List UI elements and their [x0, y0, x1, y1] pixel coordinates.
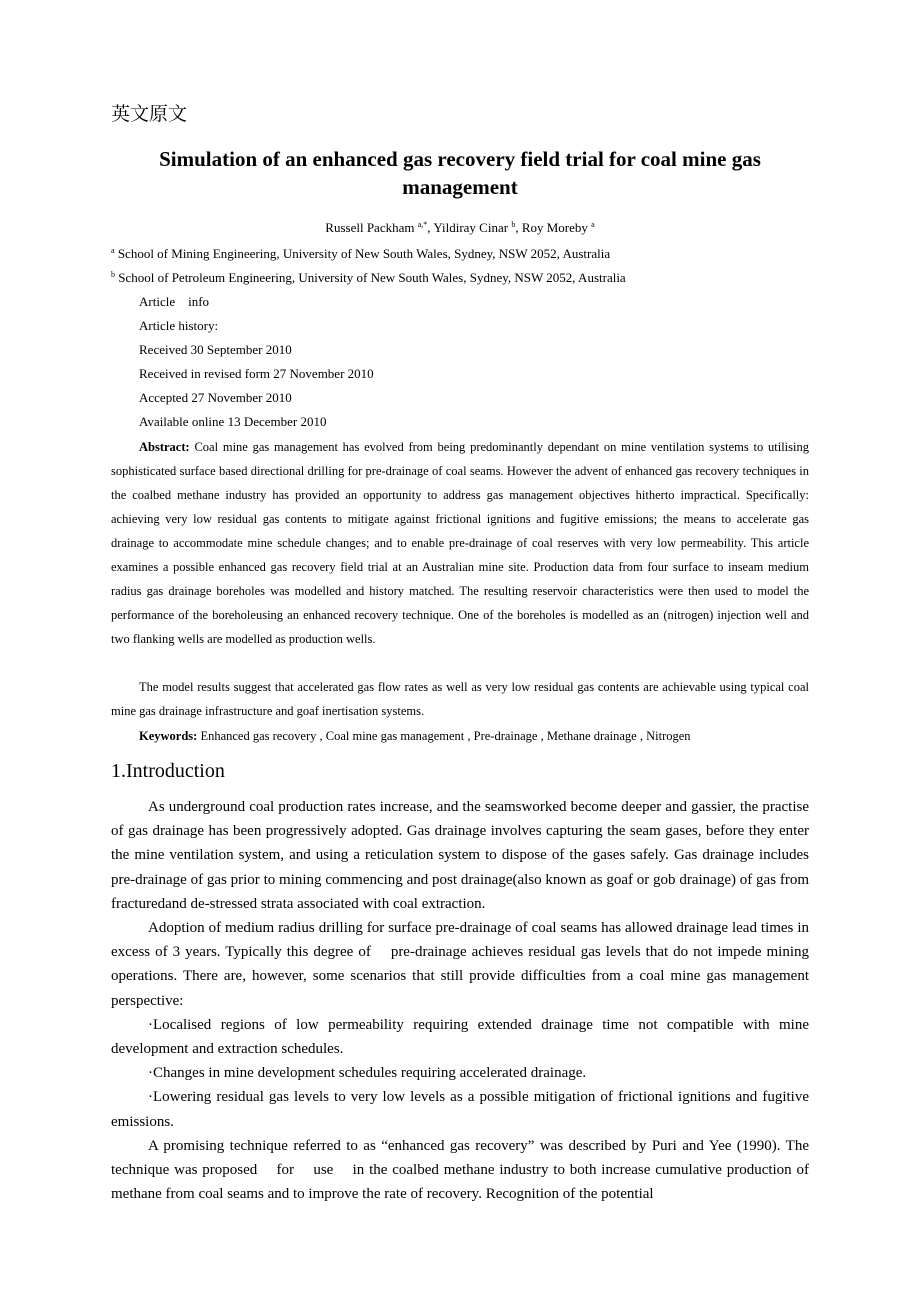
accepted-date: Accepted 27 November 2010 [139, 390, 292, 405]
received-date: Received 30 September 2010 [139, 342, 292, 357]
affiliation-mark: b [111, 270, 115, 279]
keywords-label: Keywords: [139, 729, 198, 743]
author-affiliation-mark: a [591, 220, 595, 229]
section-label: 英文原文 [111, 103, 188, 125]
online-date: Available online 13 December 2010 [139, 414, 327, 429]
abstract-label: Abstract: [139, 440, 190, 454]
introduction-body [111, 795, 809, 1206]
paper-title: Simulation of an enhanced gas recovery field trial for coal mine gas management [159, 147, 761, 199]
bullet-item: ·Lowering residual gas levels to very low levels as a possible mitigation of frictional ignitions and fugitive emissions. [111, 1089, 809, 1130]
author-affiliation-mark: a,* [417, 220, 428, 229]
affiliation-mark: a [111, 246, 115, 255]
author-name: Roy Moreby [521, 220, 588, 235]
bullet-item: ·Changes in mine development schedules requiring accelerated drainage. [148, 1065, 587, 1082]
author-line: Russell Packham $^{a,*}$, Yildiray Cinar $^b$, Roy Moreby $^a$ [325, 220, 595, 235]
section-heading-introduction: 1.Introduction [111, 760, 225, 782]
article-history-label: Article history: [139, 318, 219, 333]
affiliation [111, 246, 610, 262]
paragraph: Adoption of medium radius drilling for surface pre-drainage of coal seams has allowed drainage lead times in excess of 3 years. Typically this degree of pre-drainage achieves residual gas levels that do not impede mining operations. There are, however, some scenarios that still provide difficulties from a coal mine gas management perspective: [111, 920, 809, 1009]
abstract-text-2: The model results suggest that accelerated gas flow rates as well as very low residual gas contents are achievable using typical coal mine gas drainage infrastructure and goaf inertisation systems. [111, 680, 809, 718]
affiliation-text: School of Petroleum Engineering, University of New South Wales, Sydney, NSW 2052, Australia [118, 270, 626, 285]
author-name: Russell Packham [325, 220, 415, 235]
paragraph: As underground coal production rates increase, and the seamsworked become deeper and gassier, the practise of gas drainage has been progressively adopted. Gas drainage involves capturing the seam gases, before they enter the mine ventilation system, and using a reticulation system to dispose of the gases safely. Gas drainage includes pre-drainage of gas prior to mining commencing and post drainage(also known as goaf or gob drainage) of gas from fracturedand de-stressed strata associated with coal extraction. [111, 799, 809, 912]
keywords-text: Enhanced gas recovery , Coal mine gas management , Pre-drainage , Methane drainage , Nitrogen [200, 729, 691, 743]
revised-date: Received in revised form 27 November 2010 [139, 366, 374, 381]
affiliation [111, 270, 626, 286]
author-affiliation-mark: b [511, 220, 516, 229]
article-info-heading: Article info [139, 294, 210, 309]
abstract-text: Coal mine gas management has evolved from being predominantly dependant on mine ventilation systems to utilising sophisticated surface based directional drilling for pre-drainage of coal seams. However the advent of enhanced gas recovery techniques in the coalbed methane industry has provided an opportunity to address gas management objectives hitherto impractical. Specifically: achieving very low residual gas contents to mitigate against frictional ignitions and fugitive emissions; the means to accelerate gas drainage to accommodate mine schedule changes; and to enable pre-drainage of coal reserves with very low permeability. This article examines a possible enhanced gas recovery field trial at an Australian mine site. Production data from four surface to inseam medium radius gas drainage boreholes was modelled and history matched. The resulting reservoir characteristics were then used to model the performance of the boreholeusing an enhanced recovery technique. One of the boreholes is modelled as an (nitrogen) injection well and two flanking wells are modelled as production wells. [111, 440, 809, 646]
abstract [111, 435, 809, 651]
bullet-item: ·Localised regions of low permeability requiring extended drainage time not compatible with mine development and extraction schedules. [111, 1016, 809, 1058]
keywords [111, 724, 809, 748]
paragraph: A promising technique referred to as “enhanced gas recovery” was described by Puri and Yee (1990). The technique was proposed for use in the coalbed methane industry to both increase cumulative production of methane from coal seams and to improve the rate of recovery. Recognition of the potential [111, 1137, 809, 1203]
author-name: Yildiray Cinar [433, 220, 509, 235]
affiliation-text: School of Mining Engineering, University of New South Wales, Sydney, NSW 2052, Australia [117, 246, 611, 261]
abstract-conclusion [111, 675, 809, 723]
